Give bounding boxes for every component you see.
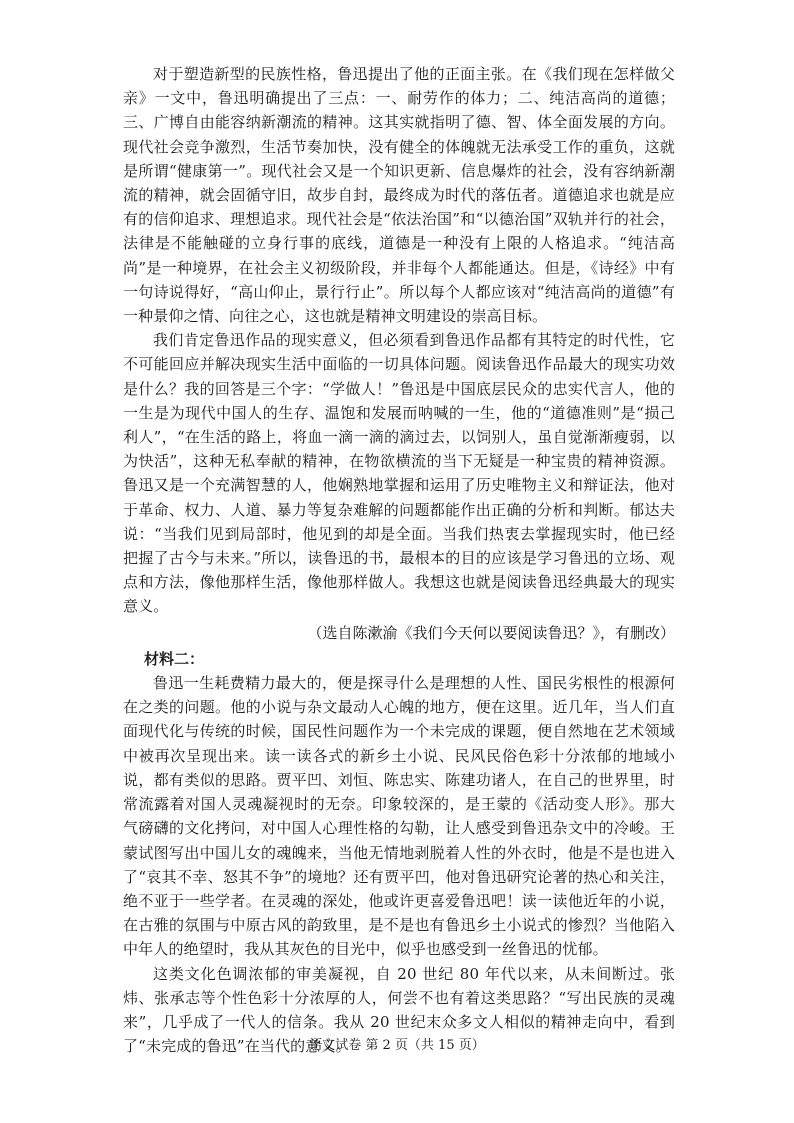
body-paragraph-national-character: 鲁迅一生耗费精力最大的，便是探寻什么是理想的人性、国民劣根性的根源何在之类的问题。他的小说与杂文最动人心魄的地方，便在这里。近几年，当人们直面现代化与传统的时候，国民性问题作为一个未完成的课题，便自然地在艺术领域中被再次呈现出来。读一读各式的新乡土小说、民风民俗色彩十分浓郁的地域小说，都有类似的思路。贾平凹、刘恒、陈忠实、陈建功诸人，在自己的世界里，时常流露着对国人灵魂凝视时的无奈。印象较深的，是王蒙的《活动变人形》。那大气磅礴的文化拷问，对中国人心理性格的勾勒，让人感受到鲁迅杂文中的冷峻。王蒙试图写出中国儿女的魂魄来，当他无情地剥脱着人性的外衣时，他是不是也进入了“哀其不幸、怒其不争”的境地？还有贾平凹，他对鲁迅研究论著的热心和关注，绝不亚于一些学者。在灵魂的深处，他或许更喜爱鲁迅吧！读一读他近年的小说，在古雅的氛围与中原古风的韵致里，是不是也有鲁迅乡土小说式的惨烈？当他陷入中年人的绝望时，我从其灰色的目光中，似乎也感受到一丝鲁迅的忧郁。 [123,674,675,959]
exam-page-body [123,62,675,1058]
body-paragraph-character-building: 对于塑造新型的民族性格，鲁迅提出了他的正面主张。在《我们现在怎样做父亲》一文中，鲁迅明确提出了三点：一、耐劳作的体力；二、纯洁高尚的道德；三、广博自由能容纳新潮流的精神。这其实就指明了德、智、体全面发展的方向。现代社会竞争激烈，生活节奏加快，没有健全的体魄就无法承受工作的重负，这就是所谓“健康第一”。现代社会又是一个知识更新、信息爆炸的社会，没有容纳新潮流的精神，就会固循守旧，故步自封，最终成为时代的落伍者。道德追求也就是应有的信仰追求、理想追求。现代社会是“依法治国”和“以德治国”双轨并行的社会，法律是不能触碰的立身行事的底线，道德是一种没有上限的人格追求。“纯洁高尚”是一种境界，在社会主义初级阶段，并非每个人都能通达。但是，《诗经》中有一句诗说得好，“高山仰止，景行行止”。所以每个人都应该对“纯洁高尚的道德”有一种景仰之情、向往之心，这也就是精神文明建设的崇高目标。 [123,65,675,326]
material-2-heading: 材料二： [144,649,205,668]
body-paragraph-reading-lu-xun: 我们肯定鲁迅作品的现实意义，但必须看到鲁迅作品都有其特定的时代性，它不可能回应并解决现实生活中面临的一切具体问题。阅读鲁迅作品最大的现实功效是什么？我的回答是三个字：“学做人！”鲁迅是中国底层民众的忠实代言人，他的一生是为现代中国人的生存、温饱和发展而呐喊的一生，他的“道德准则”是“损己利人”，“在生活的路上，将血一滴一滴的滴过去，以饲别人，虽自觉渐渐瘦弱，以为快活”，这种无私奉献的精神，在物欲横流的当下无疑是一种宝贵的精神资源。鲁迅又是一个充满智慧的人，他娴熟地掌握和运用了历史唯物主义和辩证法，他对于革命、权力、人道、暴力等复杂难解的问题都能作出正确的分析和判断。郁达夫说：“当我们见到局部时，他见到的却是全面。当我们热衷去掌握现实时，他已经把握了古今与未来。”所以，读鲁迅的书，最根本的目的应该是学习鲁迅的立场、观点和方法，像他那样生活，像他那样做人。我想这也就是阅读鲁迅经典最大的现实意义。 [123,331,675,616]
page-footer: 语文试卷 第 2 页（共 15 页） [309,1038,485,1053]
body-paragraph-cultural-gaze: 这类文化色调浓郁的审美凝视，自 20 世纪 80 年代以来，从未间断过。张炜、张承志等个性色彩十分浓厚的人，何尝不也有着这类思路？“写出民族的灵魂来”，几乎成了一代人的信条。我从 20 世纪末众多文人相似的精神走向中，看到了“未完成的鲁迅”在当代的意义。 [123,964,675,1056]
source-citation: （选自陈漱渝《我们今天何以要阅读鲁迅？》，有删改） [307,623,675,642]
